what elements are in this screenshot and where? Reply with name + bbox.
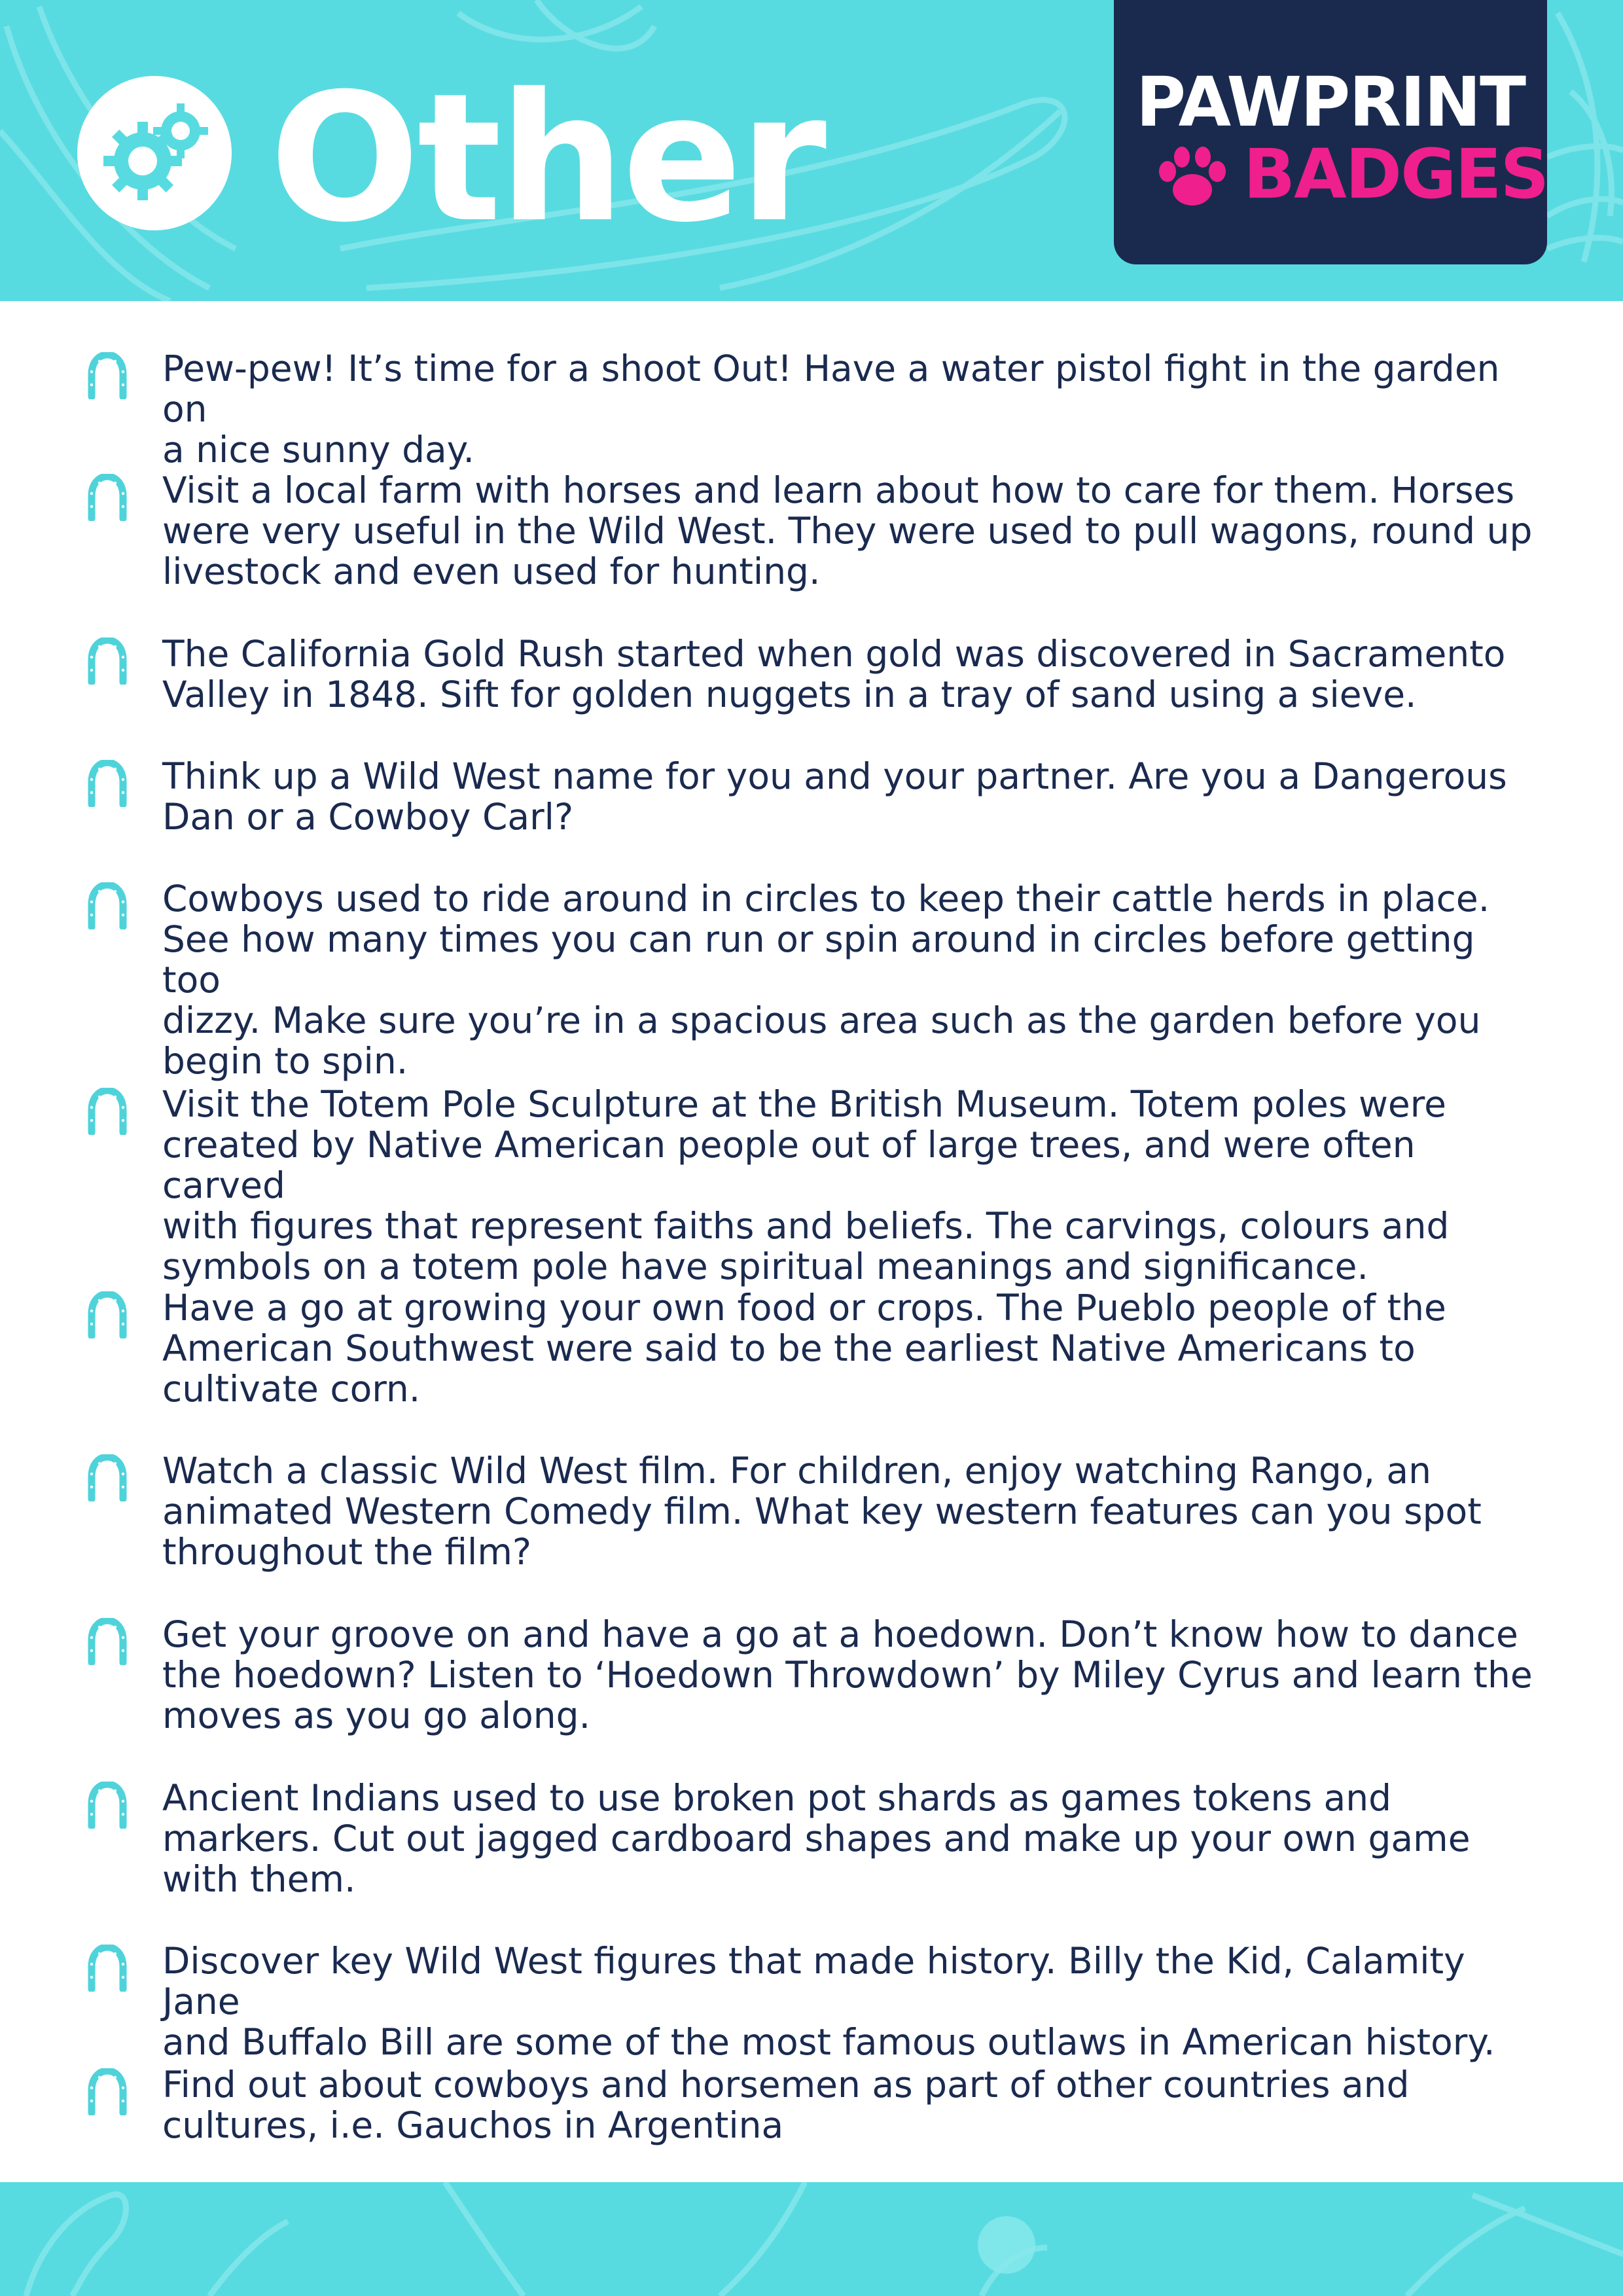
list-item-line: dizzy. Make sure you’re in a spacious area such as the garden before you (162, 999, 1481, 1041)
list-item-text (162, 470, 1537, 592)
paw-icon (1153, 145, 1232, 211)
list-item-line: were very useful in the Wild West. They were used to pull wagons, round up (162, 510, 1533, 552)
list-item-line: Have a go at growing your own food or crops. The Pueblo people of the (162, 1287, 1446, 1329)
list-item-text (162, 1084, 1537, 1287)
list-item-text (162, 1941, 1537, 2062)
footer-banner (0, 2182, 1623, 2296)
list-item-line: throughout the film? (162, 1531, 532, 1573)
gears-icon-badge (77, 76, 232, 230)
list-item-line: cultures, i.e. Gauchos in Argentina (162, 2104, 784, 2146)
list-item-line: cultivate corn. (162, 1368, 421, 1410)
list-item-line: Get your groove on and have a go at a hoedown. Don’t know how to dance (162, 1613, 1518, 1655)
horseshoe-icon (86, 1945, 128, 1992)
horseshoe-icon (86, 1782, 128, 1829)
list-item-line: created by Native American people out of large trees, and were often carved (162, 1124, 1416, 1206)
page-title: Other (270, 55, 825, 261)
horseshoe-icon (86, 1454, 128, 1501)
list-item-line: and Buffalo Bill are some of the most famous outlaws in American history. (162, 2021, 1495, 2063)
list-item-line: See how many times you can run or spin around in circles before getting too (162, 918, 1475, 1001)
list-item-line: American Southwest were said to be the earliest Native Americans to (162, 1327, 1416, 1369)
horseshoe-icon (86, 1291, 128, 1338)
list-item-line: Valley in 1848. Sift for golden nuggets in a tray of sand using a sieve. (162, 673, 1417, 715)
list-item-text (162, 2064, 1537, 2145)
list-item-line: with figures that represent faiths and beliefs. The carvings, colours and (162, 1205, 1450, 1247)
list-item-line: The California Gold Rush started when gold was discovered in Sacramento (162, 633, 1506, 675)
logo-text-pawprint: PAWPRINT (1135, 62, 1525, 142)
list-item-line: Cowboys used to ride around in circles to keep their cattle herds in place. (162, 878, 1490, 920)
list-item-line: Ancient Indians used to use broken pot shards as games tokens and (162, 1777, 1391, 1819)
horseshoe-icon (86, 474, 128, 521)
list-item-text (162, 1778, 1537, 1899)
pawprint-badges-logo (1114, 0, 1547, 264)
list-item-line: moves as you go along. (162, 1695, 591, 1736)
list-item-text (162, 634, 1537, 715)
list-item-line: a nice sunny day. (162, 429, 474, 471)
list-item-text (162, 878, 1537, 1081)
list-item-line: Watch a classic Wild West film. For children, enjoy watching Rango, an (162, 1450, 1431, 1492)
horseshoe-icon (86, 760, 128, 807)
list-item-line: Discover key Wild West figures that made history. Billy the Kid, Calamity Jane (162, 1940, 1465, 2022)
list-item-line: Dan or a Cowboy Carl? (162, 796, 574, 838)
list-item-line: the hoedown? Listen to ‘Hoedown Throwdown’ by Miley Cyrus and learn the (162, 1654, 1533, 1696)
list-item-text (162, 1450, 1537, 1572)
list-item-text (162, 1614, 1537, 1736)
list-item-line: livestock and even used for hunting. (162, 550, 821, 592)
list-item-text (162, 756, 1537, 837)
list-item-text (162, 1287, 1537, 1409)
list-item-line: Visit a local farm with horses and learn about how to care for them. Horses (162, 469, 1515, 511)
horseshoe-icon (86, 352, 128, 399)
logo-text-badges: BADGES (1243, 134, 1548, 214)
horseshoe-icon (86, 637, 128, 685)
list-item-line: animated Western Comedy film. What key western features can you spot (162, 1490, 1482, 1532)
list-item-line: with them. (162, 1858, 356, 1900)
list-item-line: Visit the Totem Pole Sculpture at the British Museum. Totem poles were (162, 1083, 1447, 1125)
list-item-text (162, 348, 1537, 470)
horseshoe-icon (86, 1088, 128, 1135)
list-item-line: Pew-pew! It’s time for a shoot Out! Have a water pistol fight in the garden on (162, 348, 1500, 430)
horseshoe-icon (86, 882, 128, 929)
list-item-line: begin to spin. (162, 1040, 408, 1082)
list-item-line: symbols on a totem pole have spiritual meanings and significance. (162, 1246, 1368, 1287)
list-item-line: Find out about cowboys and horsemen as part of other countries and (162, 2064, 1410, 2106)
header-banner (0, 0, 1623, 301)
list-item-line: Think up a Wild West name for you and your partner. Are you a Dangerous (162, 755, 1507, 797)
gears-icon (77, 76, 232, 230)
list-item-line: markers. Cut out jagged cardboard shapes and make up your own game (162, 1818, 1471, 1859)
horseshoe-icon (86, 1618, 128, 1665)
horseshoe-icon (86, 2068, 128, 2115)
footer-background-pattern (0, 2182, 1623, 2296)
